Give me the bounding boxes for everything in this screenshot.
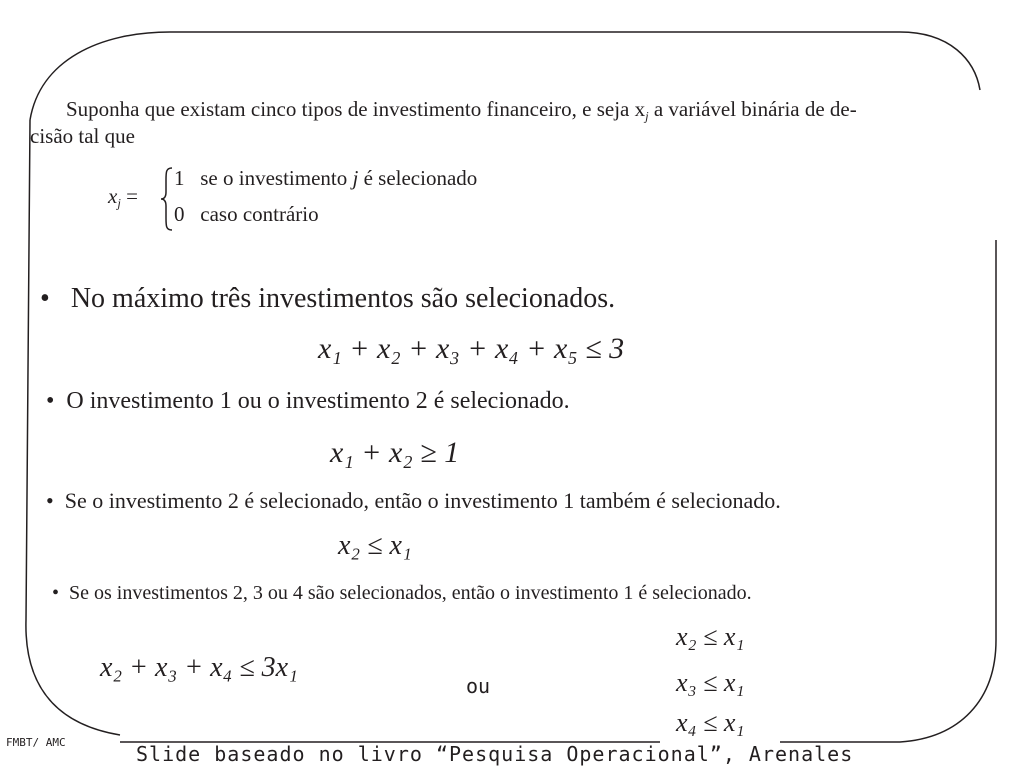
bullet-1 [40,283,615,315]
equation-2-text: x₁ + x₂ ≥ 1 [330,436,460,469]
equation-4-left-text: x₂ + x₃ + x₄ ≤ 3x₁ [100,652,298,683]
intro-text: Suponha que existam cinco tipos de investimento financeiro, e seja x [66,97,646,121]
definition-lhs [108,184,138,211]
equation-1 [318,332,624,366]
equation-4-right-2-text: x₃ ≤ x₁ [676,668,745,697]
equation-2 [330,436,459,470]
equation-4-right-1 [676,622,744,652]
bullet-3-text: Se o investimento 2 é selecionado, então o investimento 1 também é selecionado. [64,488,781,513]
equation-3-text: x₂ ≤ x₁ [338,530,412,561]
definition-lhs-var: x [108,184,118,208]
intro-line-1 [66,95,857,130]
intro-subscript: j [645,109,649,124]
frame-left-edge [26,120,120,735]
bullet-2-symbol: • [46,388,55,414]
bullet-4-text: Se os investimentos 2, 3 ou 4 são selecionados, então o investimento 1 é selecionado. [69,582,752,604]
bullet-4-symbol: • [52,582,60,604]
intro-text-end: a variável binária de de- [648,97,857,121]
footer-citation: Slide baseado no livro “Pesquisa Operacional”, Arenales [136,742,854,766]
bullet-1-symbol: • [40,283,50,314]
definition-lhs-sub: j [117,196,121,211]
bullet-2-text: O investimento 1 ou o investimento 2 é selecionado. [66,388,570,414]
bullet-3 [46,488,781,514]
equation-1-text: x₁ + x₂ + x₃ + x₄ + x₅ ≤ 3 [318,332,625,365]
equation-4-left [100,652,298,684]
case2-value: 0 [174,202,185,226]
equation-3 [338,530,412,562]
equation-4-right-1-text: x₂ ≤ x₁ [676,622,745,651]
definition-eq: = [120,184,138,208]
bullet-1-text: No máximo três investimentos são selecionados. [70,283,616,314]
bullet-2 [46,388,570,415]
case1-end: é selecionado [358,166,478,190]
equation-4-right-3 [676,708,744,738]
footer-author: FMBT/ AMC [6,736,66,749]
equation-4-right-3-text: x₄ ≤ x₁ [676,708,745,737]
case1-var: j [352,166,359,190]
or-label: ou [466,674,491,698]
case2-text: caso contrário [200,202,319,226]
case1-text: se o investimento [200,166,353,190]
intro-line-2: cisão tal que [30,124,135,148]
curly-brace-icon [160,166,174,232]
case-1 [174,166,477,191]
equation-4-right-2 [676,668,744,698]
frame-right-edge [780,240,996,742]
bullet-3-symbol: • [46,488,54,513]
case1-value: 1 [174,166,185,190]
case-2 [174,202,319,227]
bullet-4 [52,582,752,605]
